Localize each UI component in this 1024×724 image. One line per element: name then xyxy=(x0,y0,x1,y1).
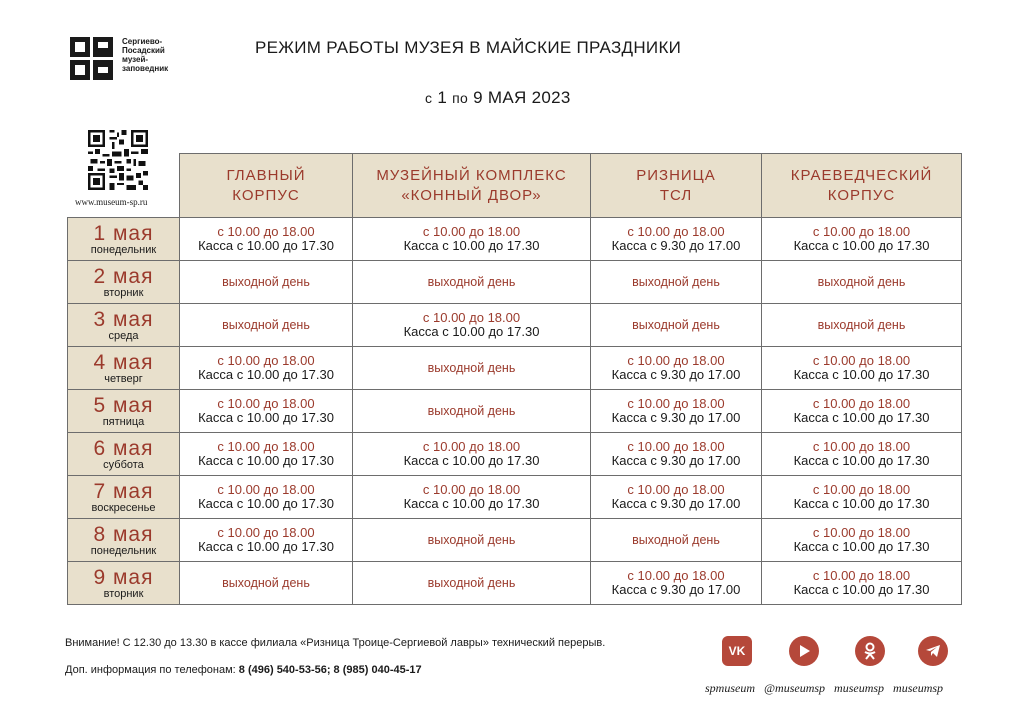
date-label: 2 мая xyxy=(93,264,154,288)
cashier-hours: Касса с 10.00 до 17.30 xyxy=(403,324,540,339)
table-row xyxy=(68,433,962,476)
header-local-history: КРАЕВЕДЧЕСКИЙ КОРПУС xyxy=(762,154,962,218)
day-off-label: выходной день xyxy=(222,275,310,289)
schedule-cell xyxy=(353,519,591,562)
cashier-hours: Касса с 9.30 до 17.00 xyxy=(611,453,741,468)
schedule-cell xyxy=(353,390,591,433)
opening-hours: с 10.00 до 18.00 xyxy=(812,482,911,497)
opening-hours: с 10.00 до 18.00 xyxy=(422,310,521,325)
cashier-hours: Касса с 9.30 до 17.00 xyxy=(611,238,741,253)
day-off-label: выходной день xyxy=(427,576,516,590)
date-cell xyxy=(68,562,180,605)
weekday-label: среда xyxy=(108,329,139,342)
table-row xyxy=(68,476,962,519)
table-row xyxy=(68,562,962,605)
cashier-hours: Касса с 10.00 до 17.30 xyxy=(198,496,334,511)
day-off-label: выходной день xyxy=(222,318,310,332)
schedule-cell xyxy=(353,476,591,519)
schedule-cell xyxy=(180,347,353,390)
page-subtitle: с 1 по 9 МАЯ 2023 xyxy=(425,88,571,107)
date-cell xyxy=(68,433,180,476)
cashier-hours: Касса с 9.30 до 17.00 xyxy=(611,496,741,511)
schedule-cell xyxy=(353,562,591,605)
weekday-label: четверг xyxy=(104,372,143,385)
opening-hours: с 10.00 до 18.00 xyxy=(812,396,911,411)
schedule-cell xyxy=(591,304,762,347)
schedule-cell xyxy=(591,218,762,261)
header-row xyxy=(68,154,962,218)
table-row xyxy=(68,519,962,562)
day-off-label: выходной день xyxy=(427,275,516,289)
schedule-cell xyxy=(762,347,962,390)
weekday-label: понедельник xyxy=(90,544,157,557)
date-cell xyxy=(68,476,180,519)
day-off-label: выходной день xyxy=(222,576,310,590)
day-off-label: выходной день xyxy=(632,533,720,547)
youtube-icon[interactable] xyxy=(789,636,819,666)
opening-hours: с 10.00 до 18.00 xyxy=(812,224,911,239)
opening-hours: с 10.00 до 18.00 xyxy=(217,525,315,540)
telegram-icon[interactable] xyxy=(918,636,948,666)
schedule-cell xyxy=(591,476,762,519)
date-label: 3 мая xyxy=(93,307,154,331)
cashier-hours: Касса с 9.30 до 17.00 xyxy=(611,410,741,425)
odnoklassniki-icon[interactable] xyxy=(855,636,885,666)
opening-hours: с 10.00 до 18.00 xyxy=(217,396,315,411)
day-off-label: выходной день xyxy=(817,275,906,289)
telegram-handle[interactable]: museumsp xyxy=(893,681,944,695)
logo-mark-icon xyxy=(70,37,116,81)
phone-info: Доп. информация по телефонам: 8 (496) 540-53-56; 8 (985) 040-45-17 xyxy=(65,664,422,676)
opening-hours: с 10.00 до 18.00 xyxy=(627,353,725,368)
day-off-label: выходной день xyxy=(632,318,720,332)
opening-hours: с 10.00 до 18.00 xyxy=(627,568,725,583)
date-cell xyxy=(68,390,180,433)
date-cell xyxy=(68,304,180,347)
cashier-hours: Касса с 10.00 до 17.30 xyxy=(793,367,930,382)
opening-hours: с 10.00 до 18.00 xyxy=(627,224,725,239)
table-row xyxy=(68,304,962,347)
date-cell xyxy=(68,347,180,390)
cashier-hours: Касса с 10.00 до 17.30 xyxy=(198,410,334,425)
social-links xyxy=(700,636,980,676)
opening-hours: с 10.00 до 18.00 xyxy=(812,353,911,368)
cashier-hours: Касса с 10.00 до 17.30 xyxy=(403,496,540,511)
website-link[interactable]: www.museum-sp.ru xyxy=(75,197,148,207)
cashier-hours: Касса с 10.00 до 17.30 xyxy=(403,453,540,468)
corner-cell xyxy=(68,154,180,218)
date-label: 6 мая xyxy=(93,436,154,460)
opening-hours: с 10.00 до 18.00 xyxy=(217,224,315,239)
schedule-cell xyxy=(180,218,353,261)
schedule-cell xyxy=(353,218,591,261)
weekday-label: вторник xyxy=(103,587,144,600)
weekday-label: вторник xyxy=(103,286,144,299)
social-handles xyxy=(705,681,949,696)
cashier-hours: Касса с 10.00 до 17.30 xyxy=(198,453,334,468)
schedule-cell xyxy=(353,261,591,304)
weekday-label: пятница xyxy=(102,415,145,428)
cashier-hours: Касса с 10.00 до 17.30 xyxy=(793,410,930,425)
opening-hours: с 10.00 до 18.00 xyxy=(422,439,521,454)
cashier-hours: Касса с 10.00 до 17.30 xyxy=(793,453,930,468)
opening-hours: с 10.00 до 18.00 xyxy=(422,224,521,239)
schedule-cell xyxy=(762,304,962,347)
opening-hours: с 10.00 до 18.00 xyxy=(627,439,725,454)
day-off-label: выходной день xyxy=(427,533,516,547)
schedule-cell xyxy=(762,433,962,476)
opening-hours: с 10.00 до 18.00 xyxy=(812,568,911,583)
break-notice: Внимание! С 12.30 до 13.30 в кассе филиала «Ризница Троице-Сергиевой лавры» технический перерыв. xyxy=(65,637,606,649)
schedule-cell xyxy=(762,562,962,605)
schedule-cell xyxy=(591,433,762,476)
page-title: РЕЖИМ РАБОТЫ МУЗЕЯ В МАЙСКИЕ ПРАЗДНИКИ xyxy=(255,38,682,57)
header-horse-yard: МУЗЕЙНЫЙ КОМПЛЕКС «КОННЫЙ ДВОР» xyxy=(353,154,591,218)
weekday-label: суббота xyxy=(103,458,144,471)
day-off-label: выходной день xyxy=(817,318,906,332)
schedule-table xyxy=(67,153,962,605)
schedule-cell xyxy=(180,304,353,347)
schedule-cell xyxy=(762,218,962,261)
opening-hours: с 10.00 до 18.00 xyxy=(217,439,315,454)
schedule-cell xyxy=(180,433,353,476)
schedule-cell xyxy=(591,347,762,390)
museum-logo xyxy=(70,37,192,81)
table-row xyxy=(68,390,962,433)
opening-hours: с 10.00 до 18.00 xyxy=(217,353,315,368)
logo-text: Сергиево- Посадский музей- заповедник xyxy=(122,37,169,73)
schedule-cell xyxy=(762,519,962,562)
schedule-cell xyxy=(353,433,591,476)
cashier-hours: Касса с 9.30 до 17.00 xyxy=(611,582,741,597)
header-main-building: ГЛАВНЫЙ КОРПУС xyxy=(180,154,353,218)
opening-hours: с 10.00 до 18.00 xyxy=(627,482,725,497)
vk-icon[interactable]: VK xyxy=(722,636,752,666)
date-cell xyxy=(68,261,180,304)
date-label: 5 мая xyxy=(93,393,154,417)
weekday-label: понедельник xyxy=(90,243,157,256)
schedule-cell xyxy=(591,562,762,605)
date-cell xyxy=(68,218,180,261)
day-off-label: выходной день xyxy=(427,404,516,418)
schedule-cell xyxy=(180,261,353,304)
cashier-hours: Касса с 10.00 до 17.30 xyxy=(793,539,930,554)
date-label: 9 мая xyxy=(93,565,154,589)
header-treasury: РИЗНИЦА ТСЛ xyxy=(591,154,762,218)
date-label: 7 мая xyxy=(93,479,154,503)
schedule-cell xyxy=(762,261,962,304)
opening-hours: с 10.00 до 18.00 xyxy=(627,396,725,411)
youtube-handle[interactable]: @museumsp xyxy=(764,681,826,695)
weekday-label: воскресенье xyxy=(91,501,156,514)
cashier-hours: Касса с 10.00 до 17.30 xyxy=(793,238,930,253)
schedule-cell xyxy=(180,562,353,605)
cashier-hours: Касса с 10.00 до 17.30 xyxy=(198,238,334,253)
schedule-cell xyxy=(353,347,591,390)
opening-hours: с 10.00 до 18.00 xyxy=(812,439,911,454)
schedule-cell xyxy=(591,261,762,304)
vk-handle[interactable]: spmuseum xyxy=(705,681,755,695)
opening-hours: с 10.00 до 18.00 xyxy=(422,482,521,497)
schedule-cell xyxy=(353,304,591,347)
cashier-hours: Касса с 10.00 до 17.30 xyxy=(198,367,334,382)
opening-hours: с 10.00 до 18.00 xyxy=(812,525,911,540)
schedule-cell xyxy=(591,390,762,433)
schedule-cell xyxy=(762,476,962,519)
opening-hours: с 10.00 до 18.00 xyxy=(217,482,315,497)
cashier-hours: Касса с 9.30 до 17.00 xyxy=(611,367,741,382)
cashier-hours: Касса с 10.00 до 17.30 xyxy=(793,496,930,511)
table-row xyxy=(68,261,962,304)
schedule-cell xyxy=(180,519,353,562)
day-off-label: выходной день xyxy=(427,361,516,375)
schedule-cell xyxy=(591,519,762,562)
date-label: 8 мая xyxy=(93,522,154,546)
ok-handle[interactable]: museumsp xyxy=(834,681,885,695)
day-off-label: выходной день xyxy=(632,275,720,289)
cashier-hours: Касса с 10.00 до 17.30 xyxy=(198,539,334,554)
schedule-cell xyxy=(180,390,353,433)
schedule-cell xyxy=(180,476,353,519)
phone-numbers: 8 (496) 540-53-56; 8 (985) 040-45-17 xyxy=(238,664,422,676)
schedule-cell xyxy=(762,390,962,433)
date-label: 1 мая xyxy=(93,221,154,245)
date-cell xyxy=(68,519,180,562)
table-row xyxy=(68,347,962,390)
date-label: 4 мая xyxy=(93,350,154,374)
table-row xyxy=(68,218,962,261)
cashier-hours: Касса с 10.00 до 17.30 xyxy=(403,238,540,253)
cashier-hours: Касса с 10.00 до 17.30 xyxy=(793,582,930,597)
